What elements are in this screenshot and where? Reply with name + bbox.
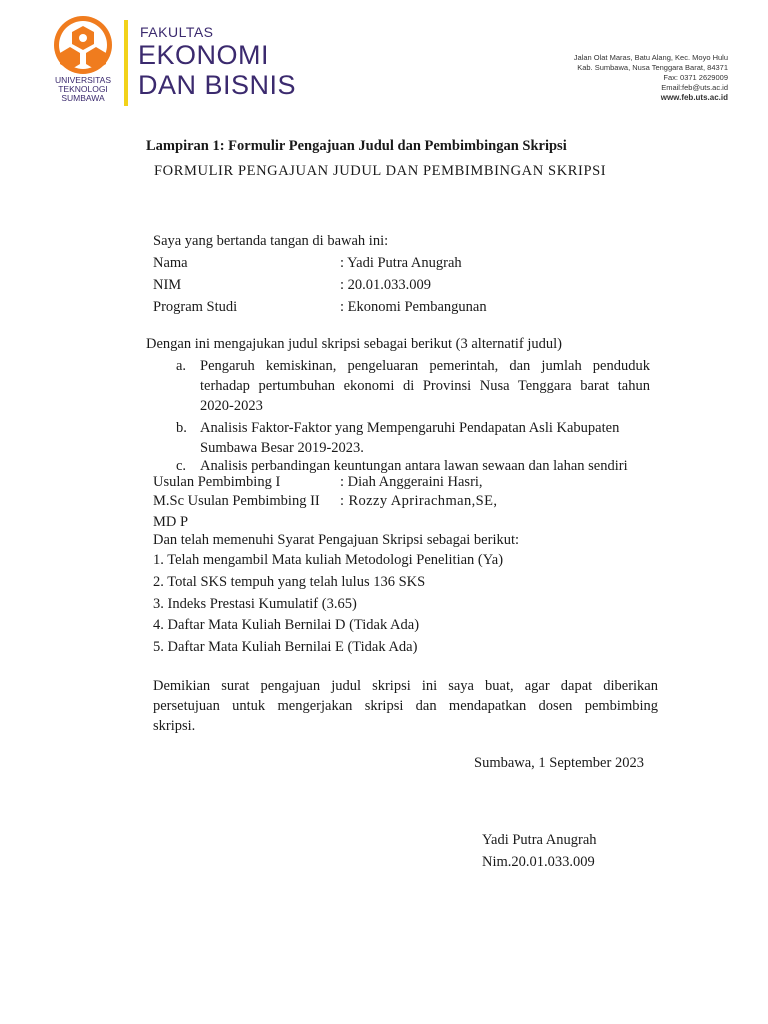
- faculty-contact: Jalan Olat Maras, Batu Alang, Kec. Moyo Hulu Kab. Sumbawa, Nusa Tenggara Barat, 84371 Fax: 0371 2629009 Email:feb@uts.ac.id www.feb.uts.ac.id: [508, 53, 728, 103]
- field-label-program: Program Studi: [153, 299, 238, 315]
- field-value-program: : Ekonomi Pembangunan: [340, 299, 487, 315]
- faculty-name-line1: EKONOMI: [138, 40, 270, 70]
- letterhead-divider: [124, 20, 128, 106]
- faculty-name-line2: DAN BISNIS: [138, 70, 297, 100]
- title-a-line3: 2020-2023: [200, 398, 263, 414]
- title-b-line1: Analisis Faktor-Faktor yang Mempengaruhi Pendapatan Asli Kabupaten: [200, 420, 620, 436]
- field-label-nim: NIM: [153, 277, 182, 293]
- supervisor2-label: M.Sc Usulan Pembimbing II: [153, 493, 320, 509]
- university-name: UNIVERSITAS TEKNOLOGI SUMBAWA: [54, 75, 112, 103]
- title-b-marker: b.: [176, 420, 187, 436]
- supervisor1-value: : Diah Anggeraini Hasri,: [340, 474, 483, 490]
- requirement-item: 5. Daftar Mata Kuliah Bernilai E (Tidak Ada): [153, 639, 418, 655]
- title-a-marker: a.: [176, 358, 187, 374]
- form-title: FORMULIR PENGAJUAN JUDUL DAN PEMBIMBINGAN SKRIPSI: [154, 163, 607, 179]
- requirements-intro: Dan telah memenuhi Syarat Pengajuan Skripsi sebagai berikut:: [153, 532, 520, 548]
- requirement-item: 3. Indeks Prestasi Kumulatif (3.65): [153, 596, 357, 612]
- closing-line3: skripsi.: [153, 718, 196, 734]
- place-date: Sumbawa, 1 September 2023: [474, 755, 644, 771]
- title-b-line2: Sumbawa Besar 2019-2023.: [200, 440, 364, 456]
- supervisor2-continuation: MD P: [153, 514, 189, 530]
- intro-text: Saya yang bertanda tangan di bawah ini:: [153, 233, 389, 249]
- requirement-item: 4. Daftar Mata Kuliah Bernilai D (Tidak Ada): [153, 617, 420, 633]
- supervisor1-label: Usulan Pembimbing I: [153, 474, 281, 490]
- requirement-item: 1. Telah mengambil Mata kuliah Metodologi Penelitian (Ya): [153, 552, 504, 568]
- signer-nim: Nim.20.01.033.009: [482, 854, 595, 870]
- signer-name: Yadi Putra Anugrah: [482, 832, 597, 848]
- title-a-line1: Pengaruh kemiskinan, pengeluaran pemerintah, dan jumlah penduduk: [200, 358, 650, 374]
- faculty-label: FAKULTAS: [140, 24, 214, 40]
- title-c-marker: c.: [176, 458, 187, 474]
- requirement-item: 2. Total SKS tempuh yang telah lulus 136 SKS: [153, 574, 426, 590]
- closing-line2: persetujuan untuk mengerjakan skripsi dan mendapatkan dosen pembimbing: [153, 698, 658, 714]
- supervisor2-value: : Rozzy Aprirachman,SE,: [340, 493, 498, 509]
- field-value-nim: : 20.01.033.009: [340, 277, 432, 293]
- title-a-line2: terhadap pertumbuhan ekonomi di Provinsi Nusa Tenggara barat tahun: [200, 378, 650, 394]
- field-value-name: : Yadi Putra Anugrah: [340, 255, 462, 271]
- faculty-website[interactable]: www.feb.uts.ac.id: [660, 93, 728, 102]
- university-logo: [48, 14, 118, 76]
- attachment-title: Lampiran 1: Formulir Pengajuan Judul dan Pembimbingan Skripsi: [146, 138, 567, 154]
- title-c-line1: Analisis perbandingan keuntungan antara lawan sewaan dan lahan sendiri: [200, 458, 628, 474]
- closing-line1: Demikian surat pengajuan judul skripsi ini saya buat, agar dapat diberikan: [153, 678, 658, 694]
- field-label-name: Nama: [153, 255, 188, 271]
- proposal-intro: Dengan ini mengajukan judul skripsi sebagai berikut (3 alternatif judul): [146, 336, 562, 352]
